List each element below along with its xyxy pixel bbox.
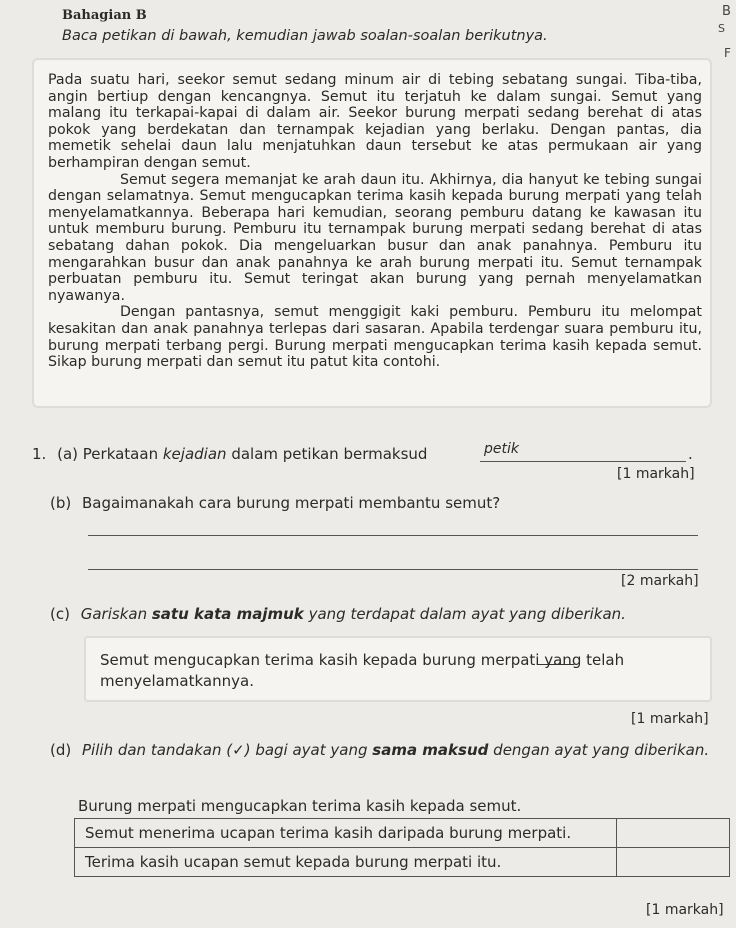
question-1d-text-before: Pilih dan tandakan (✓) bagi ayat yang [82, 741, 368, 759]
passage-paragraph-1: Pada suatu hari, seekor semut sedang minum air di tebing sebatang sungai. Tiba-tiba, angin bertiup dengan kencangnya. Semut itu terjatuh ke dalam sungai. Semut yang malang itu terkapai-kapai di dalam air. Seekor burung merpati sedang berehat di atas pokok yang berdekatan dan ternampak kejadian yang berlaku. Dengan pantas, dia memetik sehelai daun lalu menjatuhkan daun tersebut ke atas permukaan air yang berhampiran dengan semut. [48, 72, 702, 171]
option-2-tick-box[interactable] [617, 848, 730, 877]
section-title: Bahagian B [62, 8, 147, 23]
options-table [74, 818, 730, 877]
question-1a-text-before: Perkataan [82, 445, 159, 463]
question-1a-text-after: dalam petikan bermaksud [231, 445, 428, 463]
question-1b [50, 494, 500, 512]
question-1d-text-after: dengan ayat yang diberikan. [493, 741, 710, 759]
answer-line-1b-2[interactable] [88, 569, 698, 570]
marks-1c: [1 markah] [631, 711, 709, 727]
option-row-2 [75, 848, 730, 877]
answer-1a-handwritten: petik [484, 441, 519, 457]
cut-off-text-top: B [722, 4, 731, 19]
option-row-1 [75, 819, 730, 848]
cut-off-text-mid: S [718, 22, 725, 35]
question-1a-keyword: kejadian [162, 445, 227, 463]
question-1c-text-after: yang terdapat dalam ayat yang diberikan. [308, 605, 626, 623]
passage-paragraph-2: Semut segera memanjat ke arah daun itu. Akhirnya, dia hanyut ke tebing sungai dengan selamatnya. Semut mengucapkan terima kasih kepada burung merpati yang telah menyelamatkannya. Beberapa hari kemudian, seorang pemburu datang ke kawasan itu untuk memburu burung. Pemburu itu ternampak burung merpati sedang berehat di atas sebatang dahan pokok. Dia mengeluarkan busur dan anak panahnya. Pemburu itu mengarahkan busur dan anak panahnya ke arah burung merpati itu. Semut ternampak perbuatan pemburu itu. Semut teringat akan burung yang pernah menyelamatkan nyawanya. [48, 171, 702, 304]
question-1a-end: . [688, 445, 693, 463]
question-1c-bold: satu kata majmuk [151, 605, 304, 623]
question-1a-label: (a) [57, 445, 78, 463]
answer-line-1a[interactable] [480, 461, 686, 462]
cut-off-text-low: F [724, 46, 731, 60]
question-1a [32, 445, 427, 463]
sentence-box-1c[interactable]: Semut mengucapkan terima kasih kepada burung merpati yang telah menyelamatkannya. [84, 636, 712, 702]
marks-1b: [2 markah] [621, 573, 699, 589]
instruction: Baca petikan di bawah, kemudian jawab soalan-soalan berikutnya. [62, 28, 548, 44]
option-1-tick-box[interactable] [617, 819, 730, 848]
answer-line-1b-1[interactable] [88, 535, 698, 536]
marks-1d: [1 markah] [646, 902, 724, 918]
question-1b-label: (b) [50, 494, 72, 512]
question-1c-text-before: Gariskan [80, 605, 148, 623]
question-1c-label: (c) [50, 605, 70, 623]
option-2-text: Terima kasih ucapan semut kepada burung merpati itu. [75, 848, 617, 877]
question-1d-bold: sama maksud [372, 741, 489, 759]
option-1-text: Semut menerima ucapan terima kasih daripada burung merpati. [75, 819, 617, 848]
marks-1a: [1 markah] [617, 466, 695, 482]
given-sentence-1d: Burung merpati mengucapkan terima kasih kepada semut. [78, 797, 522, 815]
question-1c [50, 605, 626, 623]
passage-box [32, 58, 712, 408]
question-1d [50, 740, 710, 761]
question-1b-text: Bagaimanakah cara burung merpati membantu semut? [82, 494, 501, 512]
question-1d-label: (d) [50, 741, 72, 759]
underline-mark [538, 664, 574, 665]
question-number: 1. [32, 445, 47, 463]
passage-paragraph-3: Dengan pantasnya, semut menggigit kaki pemburu. Pemburu itu melompat kesakitan dan anak panahnya terlepas dari sasaran. Apabila terdengar suara pemburu itu, burung merpati terbang pergi. Burung merpati mengucapkan terima kasih kepada semut. Sikap burung merpati dan semut itu patut kita contohi. [48, 304, 702, 371]
